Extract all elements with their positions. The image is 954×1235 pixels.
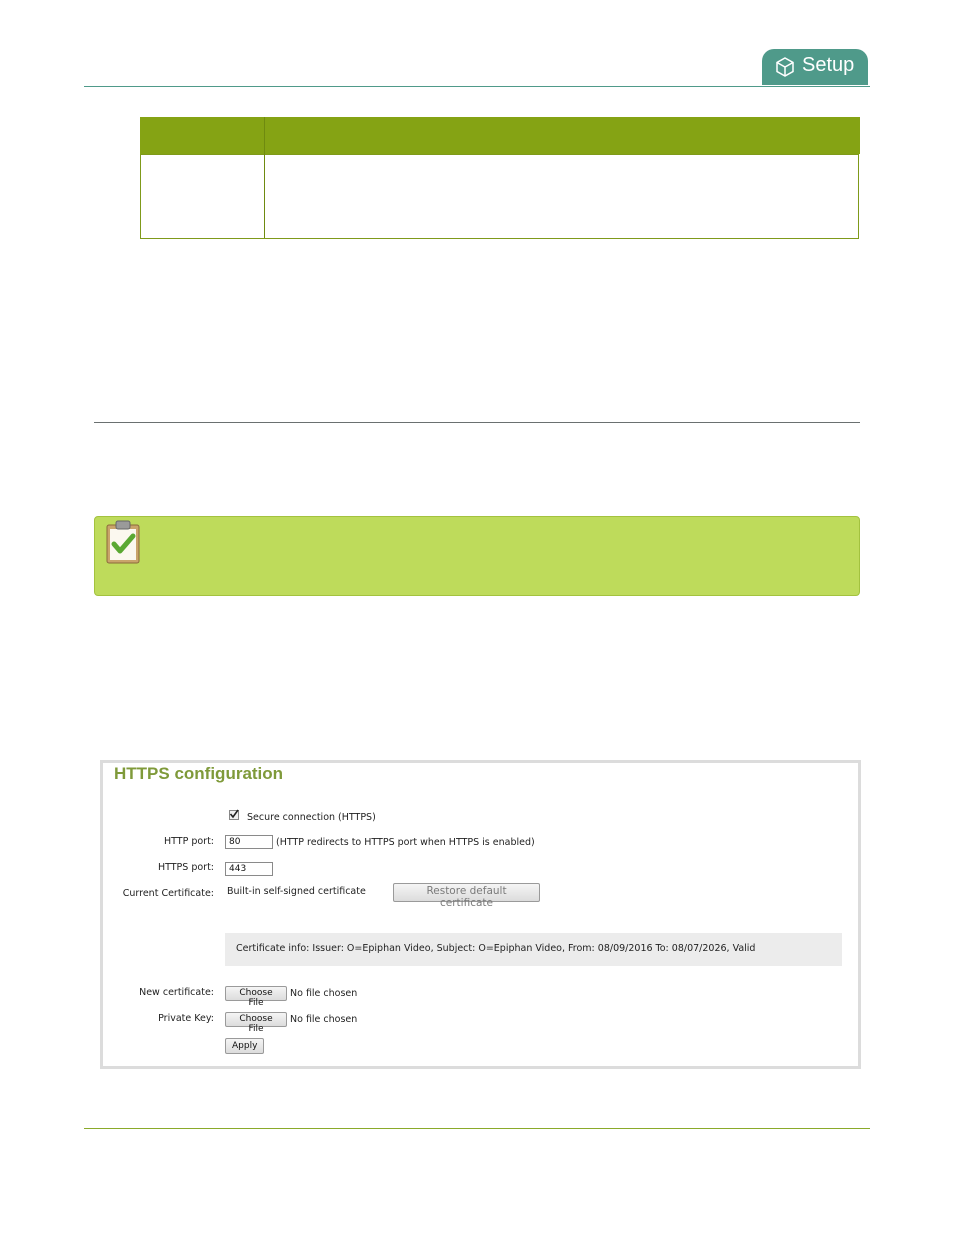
new-certificate-choose-file-button[interactable]: Choose File — [225, 986, 287, 1001]
footer-divider — [84, 1128, 870, 1129]
parameter-table — [140, 117, 859, 239]
private-key-choose-file-button[interactable]: Choose File — [225, 1012, 287, 1027]
current-certificate-value: Built-in self-signed certificate — [227, 886, 366, 897]
apply-button[interactable]: Apply — [225, 1038, 264, 1054]
restore-default-certificate-button[interactable]: Restore default certificate — [393, 883, 540, 902]
http-port-input[interactable] — [225, 835, 273, 849]
cube-icon — [775, 57, 795, 77]
panel-title: HTTPS configuration — [114, 764, 284, 783]
setup-tab-label: Setup — [802, 54, 855, 76]
secure-connection-label: Secure connection (HTTPS) — [247, 812, 376, 823]
table-header-row — [140, 117, 860, 154]
certificate-info-text: Certificate info: Issuer: O=Epiphan Video, Subject: O=Epiphan Video, From: 08/09/2016 To: 08/07/2026, Valid — [236, 943, 756, 954]
new-certificate-label: New certificate: — [139, 987, 214, 998]
table-column-divider — [264, 117, 265, 238]
header-divider — [84, 86, 870, 87]
section-divider — [94, 422, 860, 423]
private-key-file-status: No file chosen — [290, 1014, 358, 1025]
secure-connection-checkbox[interactable] — [229, 810, 239, 820]
http-port-label: HTTP port: — [163, 836, 214, 847]
note-box — [94, 516, 860, 596]
https-port-label: HTTPS port: — [157, 862, 214, 873]
current-certificate-label: Current Certificate: — [122, 888, 214, 899]
private-key-label: Private Key: — [158, 1013, 214, 1024]
https-config-panel — [100, 760, 861, 1069]
setup-tab[interactable] — [762, 49, 868, 85]
checkmark-icon — [229, 809, 239, 819]
new-certificate-file-status: No file chosen — [290, 988, 358, 999]
table-row-divider — [141, 154, 858, 155]
clipboard-check-icon — [105, 519, 141, 565]
https-port-input[interactable] — [225, 862, 273, 876]
http-port-hint: (HTTP redirects to HTTPS port when HTTPS is enabled) — [276, 837, 535, 848]
